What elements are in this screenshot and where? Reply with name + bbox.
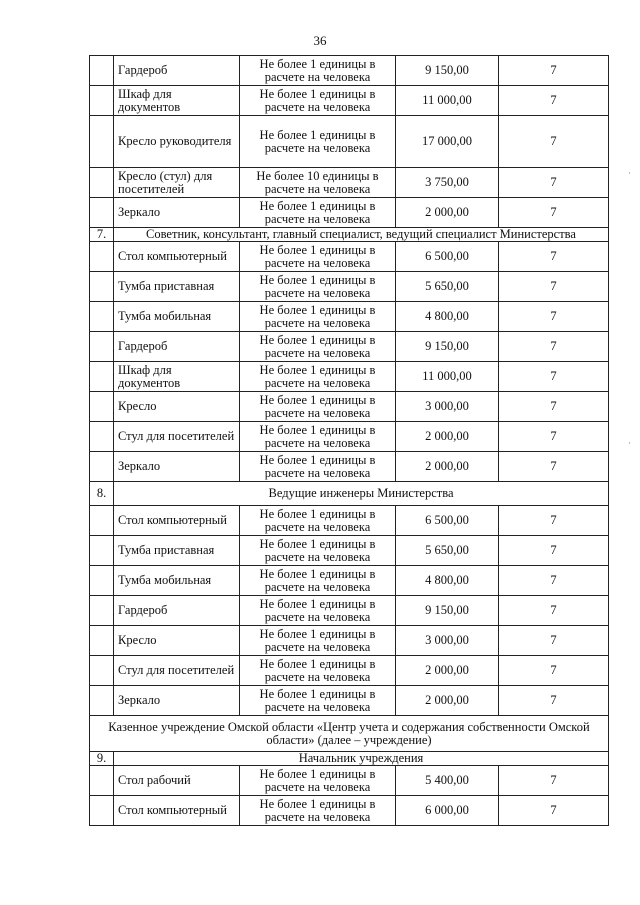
quantity-norm-cell: Не более 1 единицы в расчете на человека [240,452,396,482]
price-cell: 3 000,00 [396,626,499,656]
quantity-norm-cell: Не более 1 единицы в расчете на человека [240,626,396,656]
price-cell: 9 150,00 [396,56,499,86]
item-name-cell: Гардероб [114,332,240,362]
quantity-norm-cell: Не более 10 единицы в расчете на человека [240,168,396,198]
item-name-cell: Зеркало [114,452,240,482]
table-row [90,86,609,116]
price-cell: 4 800,00 [396,566,499,596]
item-name-cell: Стул для посетителей [114,422,240,452]
service-years-cell: 7 [499,452,609,482]
furniture-norms-table [89,55,609,826]
row-number-cell [90,242,114,272]
section-title-cell: Советник, консультант, главный специалист, ведущий специалист Министерства [114,228,609,242]
item-name-cell: Гардероб [114,56,240,86]
service-years-cell: 7 [499,536,609,566]
row-number-cell [90,566,114,596]
item-name-cell: Шкаф для документов [114,86,240,116]
service-years-cell: 7 [499,686,609,716]
price-cell: 3 750,00 [396,168,499,198]
table-row [90,506,609,536]
table-row [90,302,609,332]
service-years-cell: 7 [499,422,609,452]
service-years-cell: 7 [499,566,609,596]
row-number-cell [90,302,114,332]
item-name-cell: Стол компьютерный [114,796,240,826]
table-row [90,536,609,566]
row-number-cell [90,392,114,422]
row-number-cell [90,626,114,656]
section-number-cell: 7. [90,228,114,242]
service-years-cell: 7 [499,506,609,536]
row-number-cell [90,86,114,116]
quantity-norm-cell: Не более 1 единицы в расчете на человека [240,242,396,272]
table-row [90,362,609,392]
quantity-norm-cell: Не более 1 единицы в расчете на человека [240,272,396,302]
margin-mark: · [628,168,631,178]
section-title-cell: Ведущие инженеры Министерства [114,482,609,506]
row-number-cell [90,506,114,536]
row-number-cell [90,452,114,482]
price-cell: 5 650,00 [396,272,499,302]
organization-row [90,716,609,752]
price-cell: 5 400,00 [396,766,499,796]
row-number-cell [90,596,114,626]
quantity-norm-cell: Не более 1 единицы в расчете на человека [240,86,396,116]
item-name-cell: Зеркало [114,686,240,716]
item-name-cell: Кресло руководителя [114,116,240,168]
price-cell: 5 650,00 [396,536,499,566]
row-number-cell [90,272,114,302]
quantity-norm-cell: Не более 1 единицы в расчете на человека [240,422,396,452]
price-cell: 17 000,00 [396,116,499,168]
price-cell: 3 000,00 [396,392,499,422]
table-row [90,168,609,198]
row-number-cell [90,536,114,566]
page-number: 36 [313,33,327,48]
table-row [90,242,609,272]
row-number-cell [90,362,114,392]
service-years-cell: 7 [499,116,609,168]
table-row [90,332,609,362]
quantity-norm-cell: Не более 1 единицы в расчете на человека [240,56,396,86]
price-cell: 2 000,00 [396,422,499,452]
quantity-norm-cell: Не более 1 единицы в расчете на человека [240,506,396,536]
item-name-cell: Тумба мобильная [114,302,240,332]
margin-mark: · [628,438,631,448]
row-number-cell [90,168,114,198]
item-name-cell: Кресло (стул) для посетителей [114,168,240,198]
table-body [90,56,609,826]
row-number-cell [90,116,114,168]
quantity-norm-cell: Не более 1 единицы в расчете на человека [240,766,396,796]
service-years-cell: 7 [499,596,609,626]
item-name-cell: Гардероб [114,596,240,626]
table-row [90,686,609,716]
price-cell: 11 000,00 [396,362,499,392]
price-cell: 6 000,00 [396,796,499,826]
row-number-cell [90,686,114,716]
service-years-cell: 7 [499,198,609,228]
table-row [90,198,609,228]
quantity-norm-cell: Не более 1 единицы в расчете на человека [240,656,396,686]
quantity-norm-cell: Не более 1 единицы в расчете на человека [240,198,396,228]
table-row [90,626,609,656]
item-name-cell: Тумба приставная [114,536,240,566]
service-years-cell: 7 [499,626,609,656]
table-row [90,796,609,826]
item-name-cell: Кресло [114,626,240,656]
service-years-cell: 7 [499,766,609,796]
section-row [90,482,609,506]
quantity-norm-cell: Не более 1 единицы в расчете на человека [240,392,396,422]
service-years-cell: 7 [499,796,609,826]
item-name-cell: Стол рабочий [114,766,240,796]
service-years-cell: 7 [499,272,609,302]
price-cell: 6 500,00 [396,506,499,536]
row-number-cell [90,422,114,452]
quantity-norm-cell: Не более 1 единицы в расчете на человека [240,332,396,362]
table-row [90,392,609,422]
section-row [90,228,609,242]
price-cell: 2 000,00 [396,198,499,228]
service-years-cell: 7 [499,656,609,686]
table-row [90,56,609,86]
price-cell: 2 000,00 [396,452,499,482]
item-name-cell: Кресло [114,392,240,422]
item-name-cell: Тумба мобильная [114,566,240,596]
service-years-cell: 7 [499,392,609,422]
service-years-cell: 7 [499,302,609,332]
table-row [90,566,609,596]
service-years-cell: 7 [499,86,609,116]
item-name-cell: Стол компьютерный [114,242,240,272]
item-name-cell: Стол компьютерный [114,506,240,536]
row-number-cell [90,796,114,826]
row-number-cell [90,766,114,796]
quantity-norm-cell: Не более 1 единицы в расчете на человека [240,686,396,716]
section-number-cell: 9. [90,752,114,766]
quantity-norm-cell: Не более 1 единицы в расчете на человека [240,566,396,596]
section-title-cell: Начальник учреждения [114,752,609,766]
table-row [90,422,609,452]
organization-title-cell: Казенное учреждение Омской области «Центр учета и содержания собственности Омской области» (далее – учреждение) [90,716,609,752]
price-cell: 11 000,00 [396,86,499,116]
quantity-norm-cell: Не более 1 единицы в расчете на человека [240,536,396,566]
item-name-cell: Стул для посетителей [114,656,240,686]
quantity-norm-cell: Не более 1 единицы в расчете на человека [240,362,396,392]
table-row [90,766,609,796]
row-number-cell [90,332,114,362]
row-number-cell [90,198,114,228]
price-cell: 6 500,00 [396,242,499,272]
price-cell: 9 150,00 [396,596,499,626]
table-row [90,452,609,482]
quantity-norm-cell: Не более 1 единицы в расчете на человека [240,116,396,168]
service-years-cell: 7 [499,56,609,86]
service-years-cell: 7 [499,168,609,198]
section-row [90,752,609,766]
table-row [90,272,609,302]
table-row [90,596,609,626]
item-name-cell: Шкаф для документов [114,362,240,392]
quantity-norm-cell: Не более 1 единицы в расчете на человека [240,302,396,332]
service-years-cell: 7 [499,362,609,392]
service-years-cell: 7 [499,332,609,362]
table-row [90,656,609,686]
price-cell: 9 150,00 [396,332,499,362]
row-number-cell [90,56,114,86]
section-number-cell: 8. [90,482,114,506]
quantity-norm-cell: Не более 1 единицы в расчете на человека [240,596,396,626]
item-name-cell: Зеркало [114,198,240,228]
item-name-cell: Тумба приставная [114,272,240,302]
table-row [90,116,609,168]
service-years-cell: 7 [499,242,609,272]
price-cell: 2 000,00 [396,686,499,716]
row-number-cell [90,656,114,686]
price-cell: 2 000,00 [396,656,499,686]
price-cell: 4 800,00 [396,302,499,332]
quantity-norm-cell: Не более 1 единицы в расчете на человека [240,796,396,826]
